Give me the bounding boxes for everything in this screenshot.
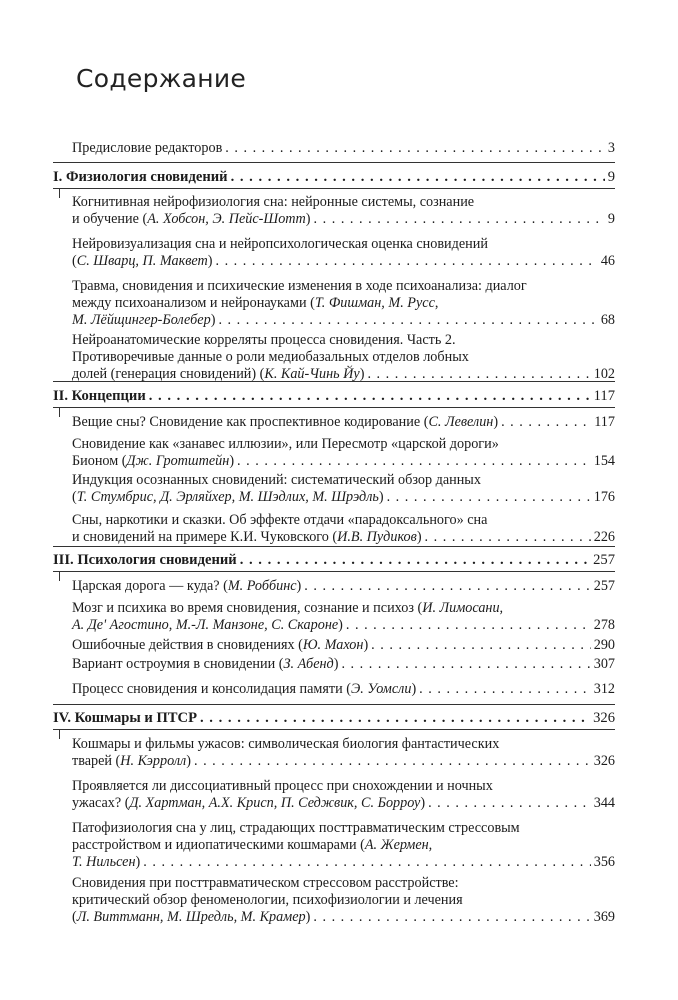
authors: Т. Фишман, М. Русс bbox=[314, 295, 435, 311]
entry-text: Сны, наркотики и сказки. Об эффекте отдачи «парадоксального» сна bbox=[72, 512, 488, 528]
entry-text-last: Ошибочные действия в сновидениях (Ю. Махон) bbox=[72, 637, 369, 653]
dot-leader bbox=[231, 169, 605, 186]
dot-leader bbox=[200, 710, 590, 727]
authors: И.В. Пудиков bbox=[337, 529, 417, 545]
toc-entry[interactable] bbox=[72, 512, 615, 546]
entry-text-last: Т. Нильсен) bbox=[72, 854, 141, 870]
dot-leader bbox=[314, 211, 605, 228]
entry-text: Кошмары и фильмы ужасов: символическая биология фантастических bbox=[72, 736, 500, 752]
authors: С. Левелин bbox=[428, 414, 494, 430]
section-heading[interactable] bbox=[53, 388, 615, 405]
section-title: IV. Кошмары и ПТСР bbox=[53, 710, 197, 726]
page-number: 46 bbox=[600, 253, 615, 269]
section-bracket bbox=[59, 571, 60, 581]
dot-leader bbox=[341, 656, 590, 673]
section-divider bbox=[53, 188, 615, 189]
entry-text-last: М. Лёйщингер-Болебер) bbox=[72, 312, 216, 328]
page-number: 356 bbox=[593, 854, 615, 870]
section-divider bbox=[53, 704, 615, 705]
authors: Д. Хартман, А.Х. Крисп, П. Седжвик, С. Борроу bbox=[129, 795, 421, 811]
toc-entry[interactable] bbox=[72, 578, 615, 595]
page-title: Содержание bbox=[76, 64, 247, 93]
toc-entry[interactable] bbox=[72, 637, 615, 654]
section-title: I. Физиология сновидений bbox=[53, 169, 228, 185]
dot-leader bbox=[371, 637, 591, 654]
page-number: 257 bbox=[593, 552, 615, 568]
toc-entry[interactable] bbox=[72, 600, 615, 634]
section-bracket bbox=[59, 188, 60, 198]
page-number: 326 bbox=[593, 753, 615, 769]
dot-leader bbox=[313, 909, 590, 926]
entry-text-last: Вариант остроумия в сновидении (З. Абенд) bbox=[72, 656, 339, 672]
dot-leader bbox=[387, 489, 591, 506]
authors: М. Роббинс bbox=[227, 578, 297, 594]
page-number: 226 bbox=[593, 529, 615, 545]
page-number: 176 bbox=[593, 489, 615, 505]
entry-text-last: и обучение (А. Хобсон, Э. Пейс-Шотт) bbox=[72, 211, 311, 227]
page-number: 117 bbox=[594, 414, 615, 430]
page-number: 117 bbox=[593, 388, 615, 404]
page-number: 68 bbox=[600, 312, 615, 328]
toc-entry[interactable] bbox=[72, 820, 615, 871]
entry-text: Нейроанатомические корреляты процесса сновидения. Часть 2. bbox=[72, 332, 456, 348]
section-divider bbox=[53, 407, 615, 408]
toc-entry[interactable] bbox=[72, 194, 615, 228]
section-bracket bbox=[59, 729, 60, 739]
entry-text: Патофизиология сна у лиц, страдающих посттравматическим стрессовым bbox=[72, 820, 520, 836]
entry-text-last: (Т. Стумбрис, Д. Эрляйхер, М. Шэдлих, М. Шрэдль) bbox=[72, 489, 384, 505]
section-title: II. Концепции bbox=[53, 388, 146, 404]
page-number: 3 bbox=[607, 140, 615, 156]
page-number: 9 bbox=[607, 169, 615, 185]
entry-text-last: А. Де' Агостино, М.-Л. Манзоне, С. Скароне) bbox=[72, 617, 343, 633]
entry-text-mid: между психоанализом и нейронауками (Т. Фишман, М. Русс, bbox=[72, 295, 439, 311]
toc-entry[interactable] bbox=[72, 778, 615, 812]
entry-text: Проявляется ли диссоциативный процесс при снохождении и ночных bbox=[72, 778, 493, 794]
section-divider bbox=[53, 381, 615, 382]
entry-text: Предисловие редакторов bbox=[72, 140, 223, 156]
section-title: III. Психология сновидений bbox=[53, 552, 237, 568]
authors: Т. Нильсен bbox=[72, 854, 136, 870]
section-divider bbox=[53, 571, 615, 572]
preface-entry[interactable] bbox=[72, 140, 615, 157]
section-divider bbox=[53, 729, 615, 730]
authors: М. Лёйщингер-Болебер bbox=[72, 312, 211, 328]
dot-leader bbox=[240, 552, 590, 569]
dot-leader bbox=[194, 753, 591, 770]
toc-entry[interactable] bbox=[72, 875, 615, 926]
toc-entry[interactable] bbox=[72, 332, 615, 383]
section-divider bbox=[53, 546, 615, 547]
entry-text-mid: Мозг и психика во время сновидения, сознание и психоз (И. Лимосани, bbox=[72, 600, 504, 616]
authors: Э. Уомсли bbox=[350, 681, 412, 697]
page-number: 9 bbox=[607, 211, 615, 227]
dot-leader bbox=[215, 253, 597, 270]
entry-text: Когнитивная нейрофизиология сна: нейронные системы, сознание bbox=[72, 194, 475, 210]
toc-entry[interactable] bbox=[72, 436, 615, 470]
toc-entry[interactable] bbox=[72, 236, 615, 270]
authors: Дж. Гротштейн bbox=[126, 453, 230, 469]
toc-entry[interactable] bbox=[72, 414, 615, 431]
entry-text-last: (Л. Виттманн, М. Шредль, М. Крамер) bbox=[72, 909, 311, 925]
entry-text: Индукция осознанных сновидений: систематический обзор данных bbox=[72, 472, 481, 488]
dot-leader bbox=[346, 617, 591, 634]
entry-text: Травма, сновидения и психические изменения в ходе психоанализа: диалог bbox=[72, 278, 527, 294]
page-number: 307 bbox=[593, 656, 615, 672]
authors: А. Жермен, bbox=[364, 837, 433, 853]
authors: И. Лимосани, bbox=[422, 600, 504, 616]
entry-text-last: и сновидений на примере К.И. Чуковского (И.В. Пудиков) bbox=[72, 529, 422, 545]
dot-leader bbox=[428, 795, 591, 812]
page-number: 257 bbox=[593, 578, 615, 594]
dot-leader bbox=[143, 854, 590, 871]
page-number: 369 bbox=[593, 909, 615, 925]
entry-text-last: Царская дорога — куда? (М. Роббинс) bbox=[72, 578, 302, 594]
authors: З. Абенд bbox=[283, 656, 334, 672]
entry-text-last: (С. Шварц, П. Маквет) bbox=[72, 253, 213, 269]
toc-entry[interactable] bbox=[72, 656, 615, 673]
section-divider bbox=[53, 162, 615, 163]
page-number: 102 bbox=[593, 366, 615, 382]
section-heading[interactable] bbox=[53, 552, 615, 569]
entry-text: Противоречивые данные о роли медиобазальных отделов лобных bbox=[72, 349, 469, 365]
authors: Н. Кэрролл bbox=[120, 753, 187, 769]
section-heading[interactable] bbox=[53, 710, 615, 727]
entry-text: Сновидения при посттравматическом стрессовом расстройстве: bbox=[72, 875, 459, 891]
toc-entry[interactable] bbox=[72, 472, 615, 506]
entry-text-last: Бионом (Дж. Гротштейн) bbox=[72, 453, 235, 469]
section-bracket bbox=[59, 407, 60, 417]
toc-entry[interactable] bbox=[72, 278, 615, 329]
page-number: 344 bbox=[593, 795, 615, 811]
entry-text: Нейровизуализация сна и нейропсихологическая оценка сновидений bbox=[72, 236, 488, 252]
authors: К. Кай-Чинь Йу bbox=[264, 366, 360, 382]
page-number: 290 bbox=[593, 637, 615, 653]
section-heading[interactable] bbox=[53, 169, 615, 186]
toc-entry[interactable] bbox=[72, 736, 615, 770]
dot-leader bbox=[218, 312, 597, 329]
entry-text-last: Вещие сны? Сновидение как проспективное кодирование (С. Левелин) bbox=[72, 414, 499, 430]
page-number: 326 bbox=[593, 710, 615, 726]
dot-leader bbox=[149, 388, 591, 405]
entry-text-last: ужасах? (Д. Хартман, А.Х. Крисп, П. Седжвик, С. Борроу) bbox=[72, 795, 426, 811]
page-number: 312 bbox=[593, 681, 615, 697]
authors: А. Де' Агостино, М.-Л. Манзоне, С. Скароне bbox=[72, 617, 339, 633]
dot-leader bbox=[237, 453, 591, 470]
entry-text: критический обзор феноменологии, психофизиологии и лечения bbox=[72, 892, 463, 908]
dot-leader bbox=[425, 529, 591, 546]
entry-text-mid: расстройством и идиопатическими кошмарами (А. Жермен, bbox=[72, 837, 433, 853]
page-number: 154 bbox=[593, 453, 615, 469]
dot-leader bbox=[304, 578, 590, 595]
dot-leader bbox=[225, 140, 605, 157]
authors: Т. Стумбрис, Д. Эрляйхер, М. Шэдлих, М. Шрэдль bbox=[76, 489, 379, 505]
authors: А. Хобсон, Э. Пейс-Шотт bbox=[147, 211, 306, 227]
entry-text: Сновидение как «занавес иллюзии», или Пересмотр «царской дороги» bbox=[72, 436, 499, 452]
toc-entry[interactable] bbox=[72, 681, 615, 698]
page-number: 278 bbox=[593, 617, 615, 633]
dot-leader bbox=[501, 414, 591, 431]
entry-text-last: тварей (Н. Кэрролл) bbox=[72, 753, 191, 769]
entry-text-last: Процесс сновидения и консолидация памяти (Э. Уомсли) bbox=[72, 681, 417, 697]
entry-text-last: долей (генерация сновидений) (К. Кай-Чинь Йу) bbox=[72, 366, 365, 382]
authors: Ю. Махон bbox=[302, 637, 364, 653]
authors: С. Шварц, П. Маквет bbox=[76, 253, 208, 269]
authors: Л. Виттманн, М. Шредль, М. Крамер bbox=[76, 909, 306, 925]
dot-leader bbox=[419, 681, 591, 698]
